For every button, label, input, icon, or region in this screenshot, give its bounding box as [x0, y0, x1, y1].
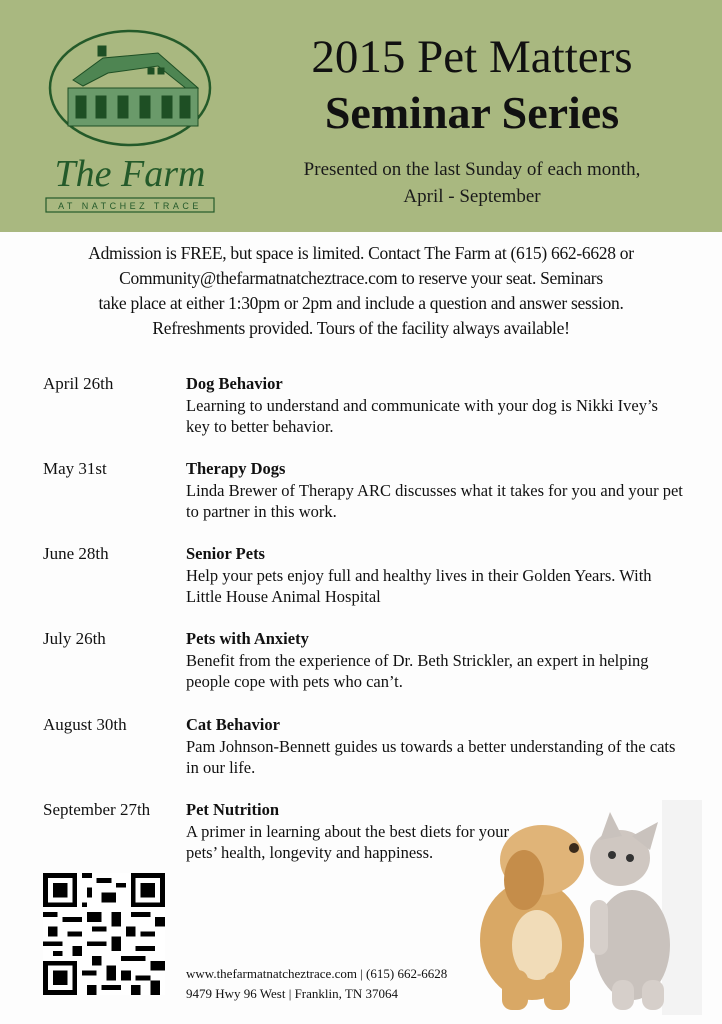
seminar-date: April 26th: [43, 374, 114, 393]
kitten-icon: [590, 812, 670, 1010]
seminar-topic: Pets with Anxiety: [186, 629, 309, 648]
subtitle-line-1: Presented on the last Sunday of each month,: [303, 159, 641, 180]
logo-wordmark: The Farm: [54, 153, 206, 195]
seminar-date: August 30th: [43, 715, 127, 734]
seminar-date: May 31st: [43, 459, 107, 478]
title-line-1: 2015 Pet Matters: [311, 31, 633, 83]
seminar-topic: Cat Behavior: [186, 715, 280, 734]
website-phone[interactable]: www.thefarmatnatcheztrace.com | (615) 662-6628: [186, 966, 448, 981]
qr-code-icon[interactable]: [43, 873, 165, 995]
desc-line: Learning to understand and communicate with your dog is Nikki Ivey’s: [186, 396, 658, 415]
seminar-description: [186, 395, 686, 437]
seminar-topic: Dog Behavior: [186, 374, 283, 393]
puppy-icon: [480, 825, 584, 1010]
address: 9479 Hwy 96 West | Franklin, TN 37064: [186, 986, 398, 1001]
contact-footer: [186, 964, 447, 1004]
desc-line: Benefit from the experience of Dr. Beth Strickler, an expert in helping: [186, 651, 649, 670]
seminar-description: [186, 480, 686, 522]
intro-line: Refreshments provided. Tours of the facility always available!: [152, 318, 570, 338]
subtitle: [262, 156, 682, 210]
desc-line: people cope with pets who can’t.: [186, 672, 403, 691]
seminar-description: [186, 565, 686, 607]
subtitle-line-2: April - September: [403, 186, 541, 207]
seminar-description: [186, 650, 686, 692]
intro-line: take place at either 1:30pm or 2pm and include a question and answer session.: [98, 293, 624, 313]
desc-line: pets’ health, longevity and happiness.: [186, 843, 434, 862]
seminar-topic: Therapy Dogs: [186, 459, 286, 478]
admission-info: [40, 241, 682, 341]
intro-line: Community@thefarmatnatcheztrace.com to reserve your seat. Seminars: [119, 268, 603, 288]
seminar-topic: Pet Nutrition: [186, 800, 280, 819]
seminar-date: June 28th: [43, 544, 109, 563]
seminar-date: September 27th: [43, 800, 151, 819]
title-line-2: Seminar Series: [324, 87, 620, 138]
desc-line: Help your pets enjoy full and healthy lives in their Golden Years. With: [186, 566, 652, 585]
page-title: [262, 30, 682, 140]
puppy-kitten-photo: [462, 800, 702, 1015]
seminar-date: July 26th: [43, 629, 106, 648]
seminar-description: [186, 736, 686, 778]
desc-line: to partner in this work.: [186, 502, 337, 521]
desc-line: key to better behavior.: [186, 417, 334, 436]
desc-line: in our life.: [186, 758, 256, 777]
intro-line: Admission is FREE, but space is limited. Contact The Farm at (615) 662-6628 or: [88, 243, 634, 263]
desc-line: Little House Animal Hospital: [186, 587, 381, 606]
desc-line: A primer in learning about the best diets for your: [186, 822, 510, 841]
header-banner: [0, 0, 722, 232]
the-farm-logo: [38, 18, 218, 218]
farmhouse-icon: [68, 46, 198, 126]
seminar-topic: Senior Pets: [186, 544, 265, 563]
desc-line: Pam Johnson-Bennett guides us towards a better understanding of the cats: [186, 737, 676, 756]
logo-tagline: AT NATCHEZ TRACE: [58, 201, 202, 211]
desc-line: Linda Brewer of Therapy ARC discusses what it takes for you and your pet: [186, 481, 683, 500]
